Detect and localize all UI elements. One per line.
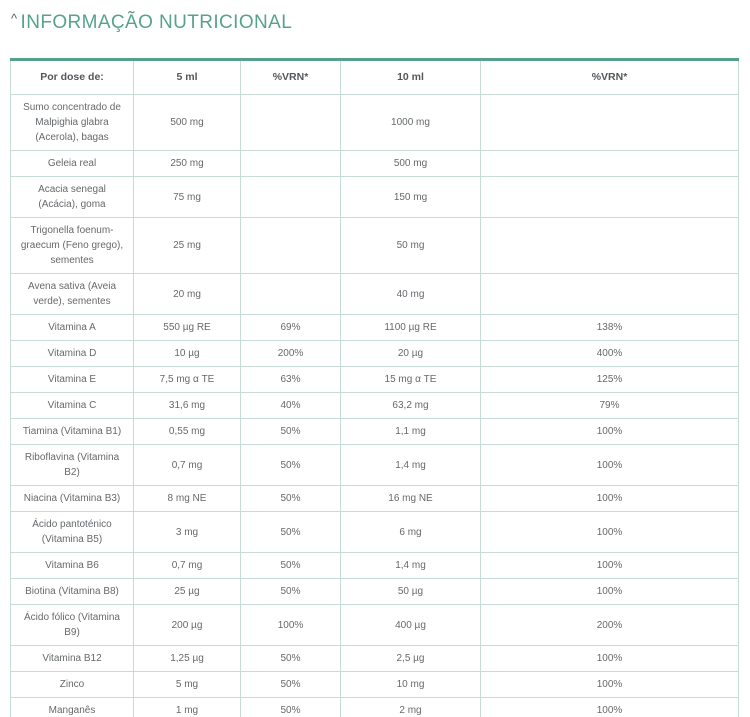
vrn-10ml-cell: 100% — [481, 672, 739, 698]
ingredient-name-cell: Avena sativa (Aveia verde), sementes — [11, 274, 134, 315]
ingredient-name-cell: Zinco — [11, 672, 134, 698]
vrn-10ml-cell: 100% — [481, 445, 739, 486]
ingredient-name-cell: Geleia real — [11, 151, 134, 177]
dose-10ml-cell: 6 mg — [341, 512, 481, 553]
dose-5ml-cell: 500 mg — [134, 95, 241, 151]
dose-10ml-cell: 400 µg — [341, 605, 481, 646]
vrn-10ml-cell — [481, 151, 739, 177]
nutrition-table — [10, 58, 739, 717]
vrn-5ml-cell — [241, 95, 341, 151]
ingredient-name-cell: Vitamina C — [11, 393, 134, 419]
vrn-5ml-cell: 50% — [241, 512, 341, 553]
dose-5ml-cell: 1,25 µg — [134, 646, 241, 672]
dose-5ml-cell: 31,6 mg — [134, 393, 241, 419]
ingredient-name-cell: Vitamina B12 — [11, 646, 134, 672]
ingredient-name-cell: Biotina (Vitamina B8) — [11, 579, 134, 605]
vrn-10ml-cell: 200% — [481, 605, 739, 646]
dose-5ml-cell: 250 mg — [134, 151, 241, 177]
table-row — [11, 95, 739, 151]
vrn-10ml-cell: 100% — [481, 698, 739, 717]
vrn-5ml-cell: 50% — [241, 698, 341, 717]
dose-5ml-cell: 5 mg — [134, 672, 241, 698]
column-header-vrn-5ml: %VRN* — [241, 60, 341, 95]
dose-5ml-cell: 200 µg — [134, 605, 241, 646]
page-title-text: INFORMAÇÃO NUTRICIONAL — [20, 12, 293, 33]
dose-10ml-cell: 1,1 mg — [341, 419, 481, 445]
ingredient-name-cell: Riboflavina (Vitamina B2) — [11, 445, 134, 486]
vrn-10ml-cell: 100% — [481, 419, 739, 445]
table-row — [11, 419, 739, 445]
table-row — [11, 367, 739, 393]
vrn-10ml-cell — [481, 218, 739, 274]
table-row — [11, 512, 739, 553]
ingredient-name-cell: Vitamina E — [11, 367, 134, 393]
vrn-5ml-cell: 50% — [241, 553, 341, 579]
vrn-5ml-cell: 40% — [241, 393, 341, 419]
vrn-5ml-cell: 50% — [241, 672, 341, 698]
dose-10ml-cell: 20 µg — [341, 341, 481, 367]
column-header-vrn-10ml: %VRN* — [481, 60, 739, 95]
table-row — [11, 177, 739, 218]
vrn-5ml-cell — [241, 151, 341, 177]
vrn-5ml-cell — [241, 274, 341, 315]
dose-10ml-cell: 1000 mg — [341, 95, 481, 151]
vrn-5ml-cell: 69% — [241, 315, 341, 341]
page-title — [11, 8, 750, 34]
vrn-5ml-cell: 50% — [241, 419, 341, 445]
vrn-5ml-cell: 50% — [241, 646, 341, 672]
ingredient-name-cell: Vitamina A — [11, 315, 134, 341]
table-row — [11, 315, 739, 341]
ingredient-name-cell: Niacina (Vitamina B3) — [11, 486, 134, 512]
dose-5ml-cell: 0,7 mg — [134, 445, 241, 486]
dose-10ml-cell: 1,4 mg — [341, 553, 481, 579]
vrn-10ml-cell: 400% — [481, 341, 739, 367]
table-row — [11, 672, 739, 698]
ingredient-name-cell: Vitamina B6 — [11, 553, 134, 579]
vrn-10ml-cell: 100% — [481, 553, 739, 579]
ingredient-name-cell: Ácido fólico (Vitamina B9) — [11, 605, 134, 646]
column-header-5ml: 5 ml — [134, 60, 241, 95]
table-body — [11, 95, 739, 717]
dose-5ml-cell: 75 mg — [134, 177, 241, 218]
dose-5ml-cell: 25 µg — [134, 579, 241, 605]
vrn-5ml-cell — [241, 177, 341, 218]
ingredient-name-cell: Acacia senegal (Acácia), goma — [11, 177, 134, 218]
table-row — [11, 553, 739, 579]
dose-5ml-cell: 10 µg — [134, 341, 241, 367]
table-row — [11, 445, 739, 486]
dose-5ml-cell: 3 mg — [134, 512, 241, 553]
vrn-5ml-cell — [241, 218, 341, 274]
dose-10ml-cell: 50 mg — [341, 218, 481, 274]
vrn-10ml-cell — [481, 274, 739, 315]
ingredient-name-cell: Manganês — [11, 698, 134, 717]
vrn-10ml-cell: 100% — [481, 646, 739, 672]
dose-5ml-cell: 7,5 mg α TE — [134, 367, 241, 393]
dose-10ml-cell: 2 mg — [341, 698, 481, 717]
footnote-marker: ^ — [11, 11, 18, 26]
vrn-5ml-cell: 50% — [241, 486, 341, 512]
column-header-10ml: 10 ml — [341, 60, 481, 95]
table-row — [11, 579, 739, 605]
dose-5ml-cell: 1 mg — [134, 698, 241, 717]
dose-5ml-cell: 0,55 mg — [134, 419, 241, 445]
table-row — [11, 393, 739, 419]
dose-10ml-cell: 500 mg — [341, 151, 481, 177]
vrn-5ml-cell: 200% — [241, 341, 341, 367]
dose-10ml-cell: 15 mg α TE — [341, 367, 481, 393]
ingredient-name-cell: Ácido pantoténico (Vitamina B5) — [11, 512, 134, 553]
dose-5ml-cell: 550 µg RE — [134, 315, 241, 341]
vrn-10ml-cell — [481, 95, 739, 151]
ingredient-name-cell: Tiamina (Vitamina B1) — [11, 419, 134, 445]
vrn-5ml-cell: 63% — [241, 367, 341, 393]
dose-5ml-cell: 25 mg — [134, 218, 241, 274]
dose-10ml-cell: 150 mg — [341, 177, 481, 218]
table-row — [11, 605, 739, 646]
vrn-10ml-cell: 100% — [481, 579, 739, 605]
dose-10ml-cell: 63,2 mg — [341, 393, 481, 419]
column-header-per-dose: Por dose de: — [11, 60, 134, 95]
table-row — [11, 274, 739, 315]
table-row — [11, 698, 739, 717]
dose-5ml-cell: 8 mg NE — [134, 486, 241, 512]
dose-5ml-cell: 0,7 mg — [134, 553, 241, 579]
vrn-10ml-cell — [481, 177, 739, 218]
ingredient-name-cell: Trigonella foenum- graecum (Feno grego), sementes — [11, 218, 134, 274]
dose-10ml-cell: 40 mg — [341, 274, 481, 315]
vrn-5ml-cell: 50% — [241, 445, 341, 486]
dose-10ml-cell: 10 mg — [341, 672, 481, 698]
dose-10ml-cell: 1100 µg RE — [341, 315, 481, 341]
dose-10ml-cell: 50 µg — [341, 579, 481, 605]
vrn-10ml-cell: 100% — [481, 512, 739, 553]
vrn-10ml-cell: 100% — [481, 486, 739, 512]
table-header-row — [11, 60, 739, 95]
vrn-10ml-cell: 125% — [481, 367, 739, 393]
ingredient-name-cell: Sumo concentrado de Malpighia glabra (Acerola), bagas — [11, 95, 134, 151]
dose-10ml-cell: 1,4 mg — [341, 445, 481, 486]
dose-10ml-cell: 16 mg NE — [341, 486, 481, 512]
table-row — [11, 218, 739, 274]
vrn-10ml-cell: 79% — [481, 393, 739, 419]
table-row — [11, 341, 739, 367]
vrn-5ml-cell: 50% — [241, 579, 341, 605]
ingredient-name-cell: Vitamina D — [11, 341, 134, 367]
table-row — [11, 151, 739, 177]
vrn-10ml-cell: 138% — [481, 315, 739, 341]
table-row — [11, 486, 739, 512]
vrn-5ml-cell: 100% — [241, 605, 341, 646]
dose-5ml-cell: 20 mg — [134, 274, 241, 315]
dose-10ml-cell: 2,5 µg — [341, 646, 481, 672]
table-row — [11, 646, 739, 672]
